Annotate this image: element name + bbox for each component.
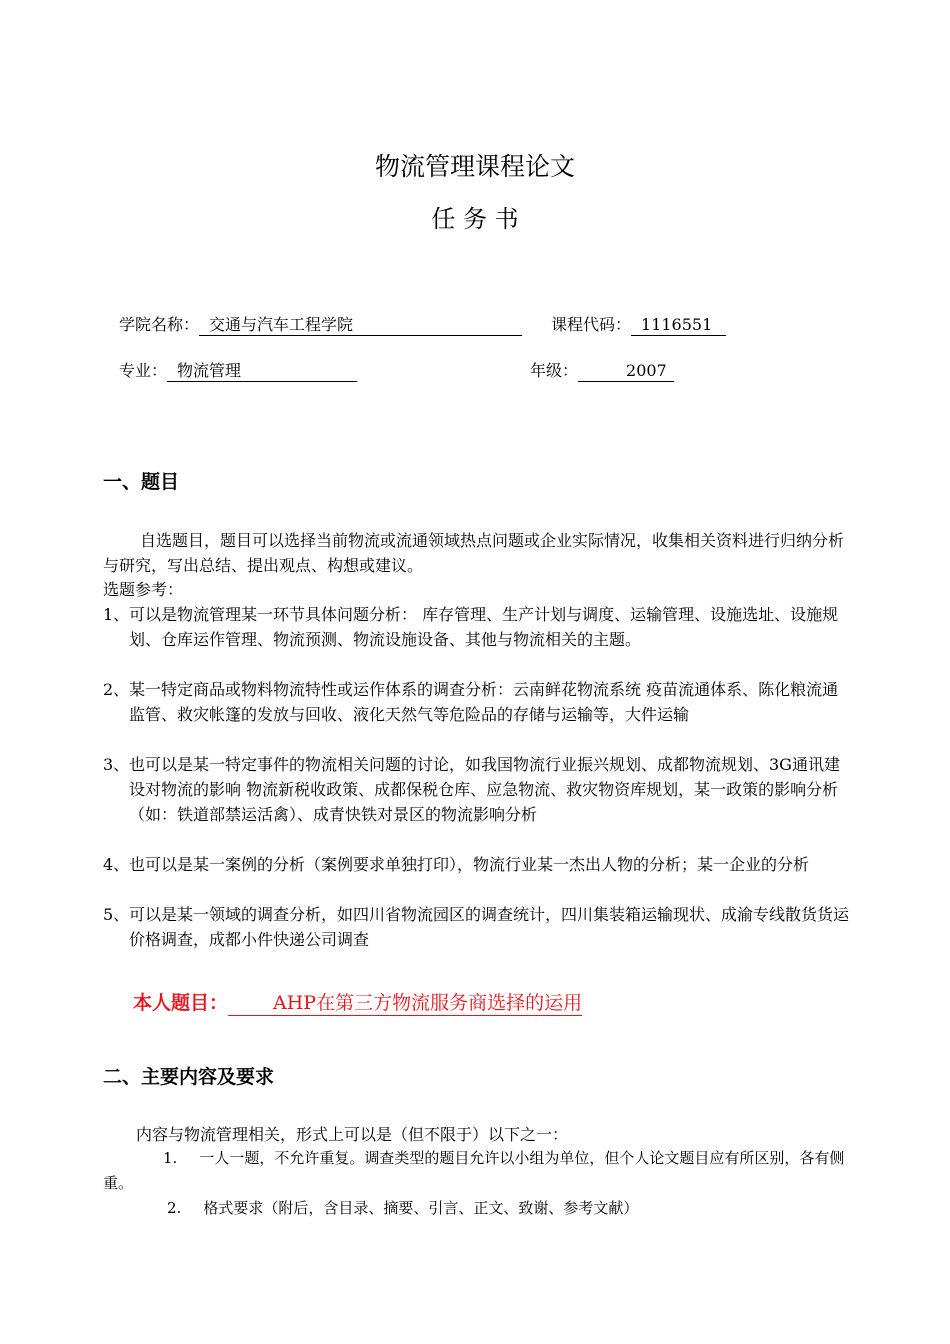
list-item-text: 格式要求（附后，含目录、摘要、引言、正文、致谢、参考文献）: [203, 1199, 639, 1217]
course-code-label: 课程代码：: [551, 315, 632, 334]
list-item: [103, 1146, 853, 1196]
course-code-value: 1116551: [631, 315, 726, 336]
list-item-text: 某一特定商品或物料物流特性或运作体系的调查分析：云南鲜花物流系统 疫苗流通体系、陈化粮流通监管、救灾帐篷的发放与回收、液化天然气等危险品的存储与运输等，大件运输: [129, 680, 839, 724]
list-item-text: 可以是物流管理某一环节具体问题分析： 库存管理、生产计划与调度、运输管理、设施选址、设施规划、仓库运作管理、物流预测、物流设施设备、其他与物流相关的主题。: [129, 605, 839, 649]
list-item-text: 可以是某一领域的调查分析，如四川省物流园区的调查统计，四川集装箱运输现状、成渝专线散货货运价格调查，成都小件快递公司调查: [129, 905, 850, 949]
section2-intro: 内容与物流管理相关，形式上可以是（但不限于）以下之一：: [136, 1125, 569, 1144]
list-item: [103, 852, 853, 877]
reference-label: 选题参考：: [103, 580, 184, 599]
list-item-number: 2、: [103, 680, 130, 699]
list-item-text: 也可以是某一特定事件的物流相关问题的讨论，如我国物流行业振兴规划、成都物流规划、3G通讯建设对物流的影响 物流新税收政策、成都保税仓库、应急物流、救灾物资库规划，某一政策的影响分析（如：铁道部禁运活禽）、成青快铁对景区的物流影响分析: [129, 755, 840, 824]
major-label: 专业：: [119, 361, 168, 380]
list-item: [103, 1196, 853, 1221]
grade-value: 2007: [578, 361, 674, 382]
list-item-number: 3、: [103, 755, 130, 774]
section1-heading: 一、题目: [103, 471, 180, 493]
list-item-number: 2.: [167, 1199, 182, 1217]
school-value: 交通与汽车工程学院: [199, 315, 522, 336]
document-title: 物流管理课程论文: [374, 152, 575, 181]
school-label: 学院名称：: [119, 315, 200, 334]
grade-row: [530, 358, 674, 382]
list-item-text: 一人一题，不允许重复。调查类型的题目允许以小组为单位，但个人论文题目应有所区别，各有侧重。: [103, 1149, 845, 1192]
my-topic-value: AHP在第三方物流服务商选择的运用: [228, 991, 582, 1016]
grade-label: 年级：: [530, 361, 579, 380]
list-item: [103, 602, 853, 652]
major-value: 物流管理: [167, 361, 357, 382]
list-item: [103, 902, 853, 952]
major-row: [119, 358, 357, 382]
my-topic: [133, 988, 582, 1016]
section1-intro: 自选题目，题目可以选择当前物流或流通领域热点问题或企业实际情况，收集相关资料进行归纳分析与研究，写出总结、提出观点、构想或建议。: [103, 531, 845, 575]
section2-heading: 二、主要内容及要求: [103, 1066, 275, 1088]
list-item: [103, 752, 853, 827]
list-item-number: 1.: [163, 1149, 178, 1167]
my-topic-label: 本人题目：: [133, 992, 229, 1014]
list-item-text: 也可以是某一案例的分析（案例要求单独打印），物流行业某一杰出人物的分析；某一企业的分析: [129, 855, 810, 874]
school-row: [119, 312, 522, 336]
list-item-number: 5、: [103, 905, 130, 924]
document-subtitle: 任 务 书: [431, 205, 519, 233]
course-code-row: [551, 312, 726, 336]
list-item-number: 1、: [103, 605, 130, 624]
list-item-number: 4、: [103, 855, 130, 874]
list-item: [103, 677, 853, 727]
